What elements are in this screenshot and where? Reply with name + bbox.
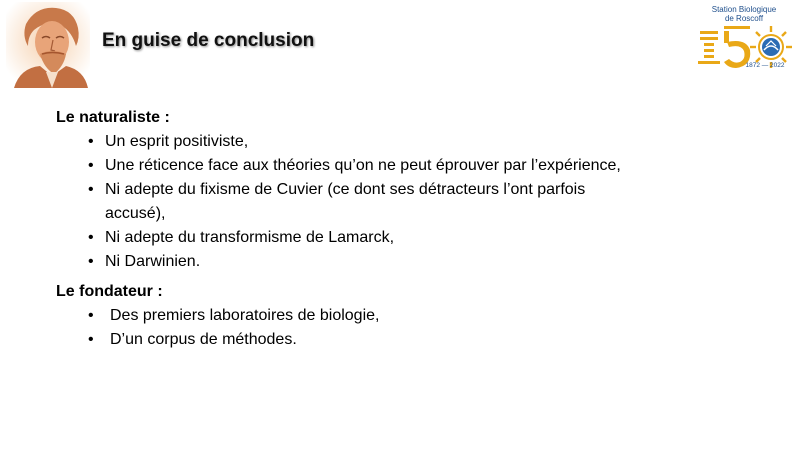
list-item: [56, 130, 756, 154]
bullet-icon: •: [88, 229, 94, 246]
list-item: [56, 328, 756, 352]
bullet-icon: •: [88, 133, 94, 150]
logo-caption-line2: de Roscoff: [724, 14, 764, 23]
naturaliste-list: [56, 130, 756, 274]
slide-title: En guise de conclusion: [102, 30, 315, 51]
bullet-icon: •: [88, 181, 94, 198]
list-item: [56, 304, 756, 328]
bullet-icon: •: [88, 331, 94, 348]
logo-caption: [694, 5, 794, 23]
founder-portrait-image: [6, 2, 90, 88]
list-item: [56, 154, 756, 178]
bullet-icon: •: [88, 253, 94, 270]
fondateur-list: [56, 304, 756, 352]
list-item-text: D’un corpus de méthodes.: [110, 331, 297, 348]
list-item: [56, 250, 756, 274]
slide-body: [56, 106, 756, 358]
list-item: [56, 178, 756, 226]
list-item-text: Ni Darwinien.: [105, 253, 201, 270]
section-heading-fondateur: Le fondateur :: [56, 283, 163, 300]
bullet-icon: •: [88, 157, 94, 174]
bullet-icon: •: [88, 307, 94, 324]
list-item: [56, 226, 756, 250]
list-item-text: Ni adepte du transformisme de Lamarck,: [105, 229, 395, 246]
logo-caption-line1: Station Biologique: [711, 5, 777, 14]
list-item-text: Une réticence face aux théories qu’on ne peut éprouver par l’expérience,: [105, 157, 621, 174]
logo-years: 1872 — 2022: [745, 62, 785, 69]
list-item-text: Des premiers laboratoires de biologie,: [110, 307, 380, 324]
list-item-text: Ni adepte du fixisme de Cuvier (ce dont ses détracteurs l’ont parfois accusé),: [105, 181, 586, 222]
section-heading-naturaliste: Le naturaliste :: [56, 109, 170, 126]
list-item-text: Un esprit positiviste,: [105, 133, 249, 150]
